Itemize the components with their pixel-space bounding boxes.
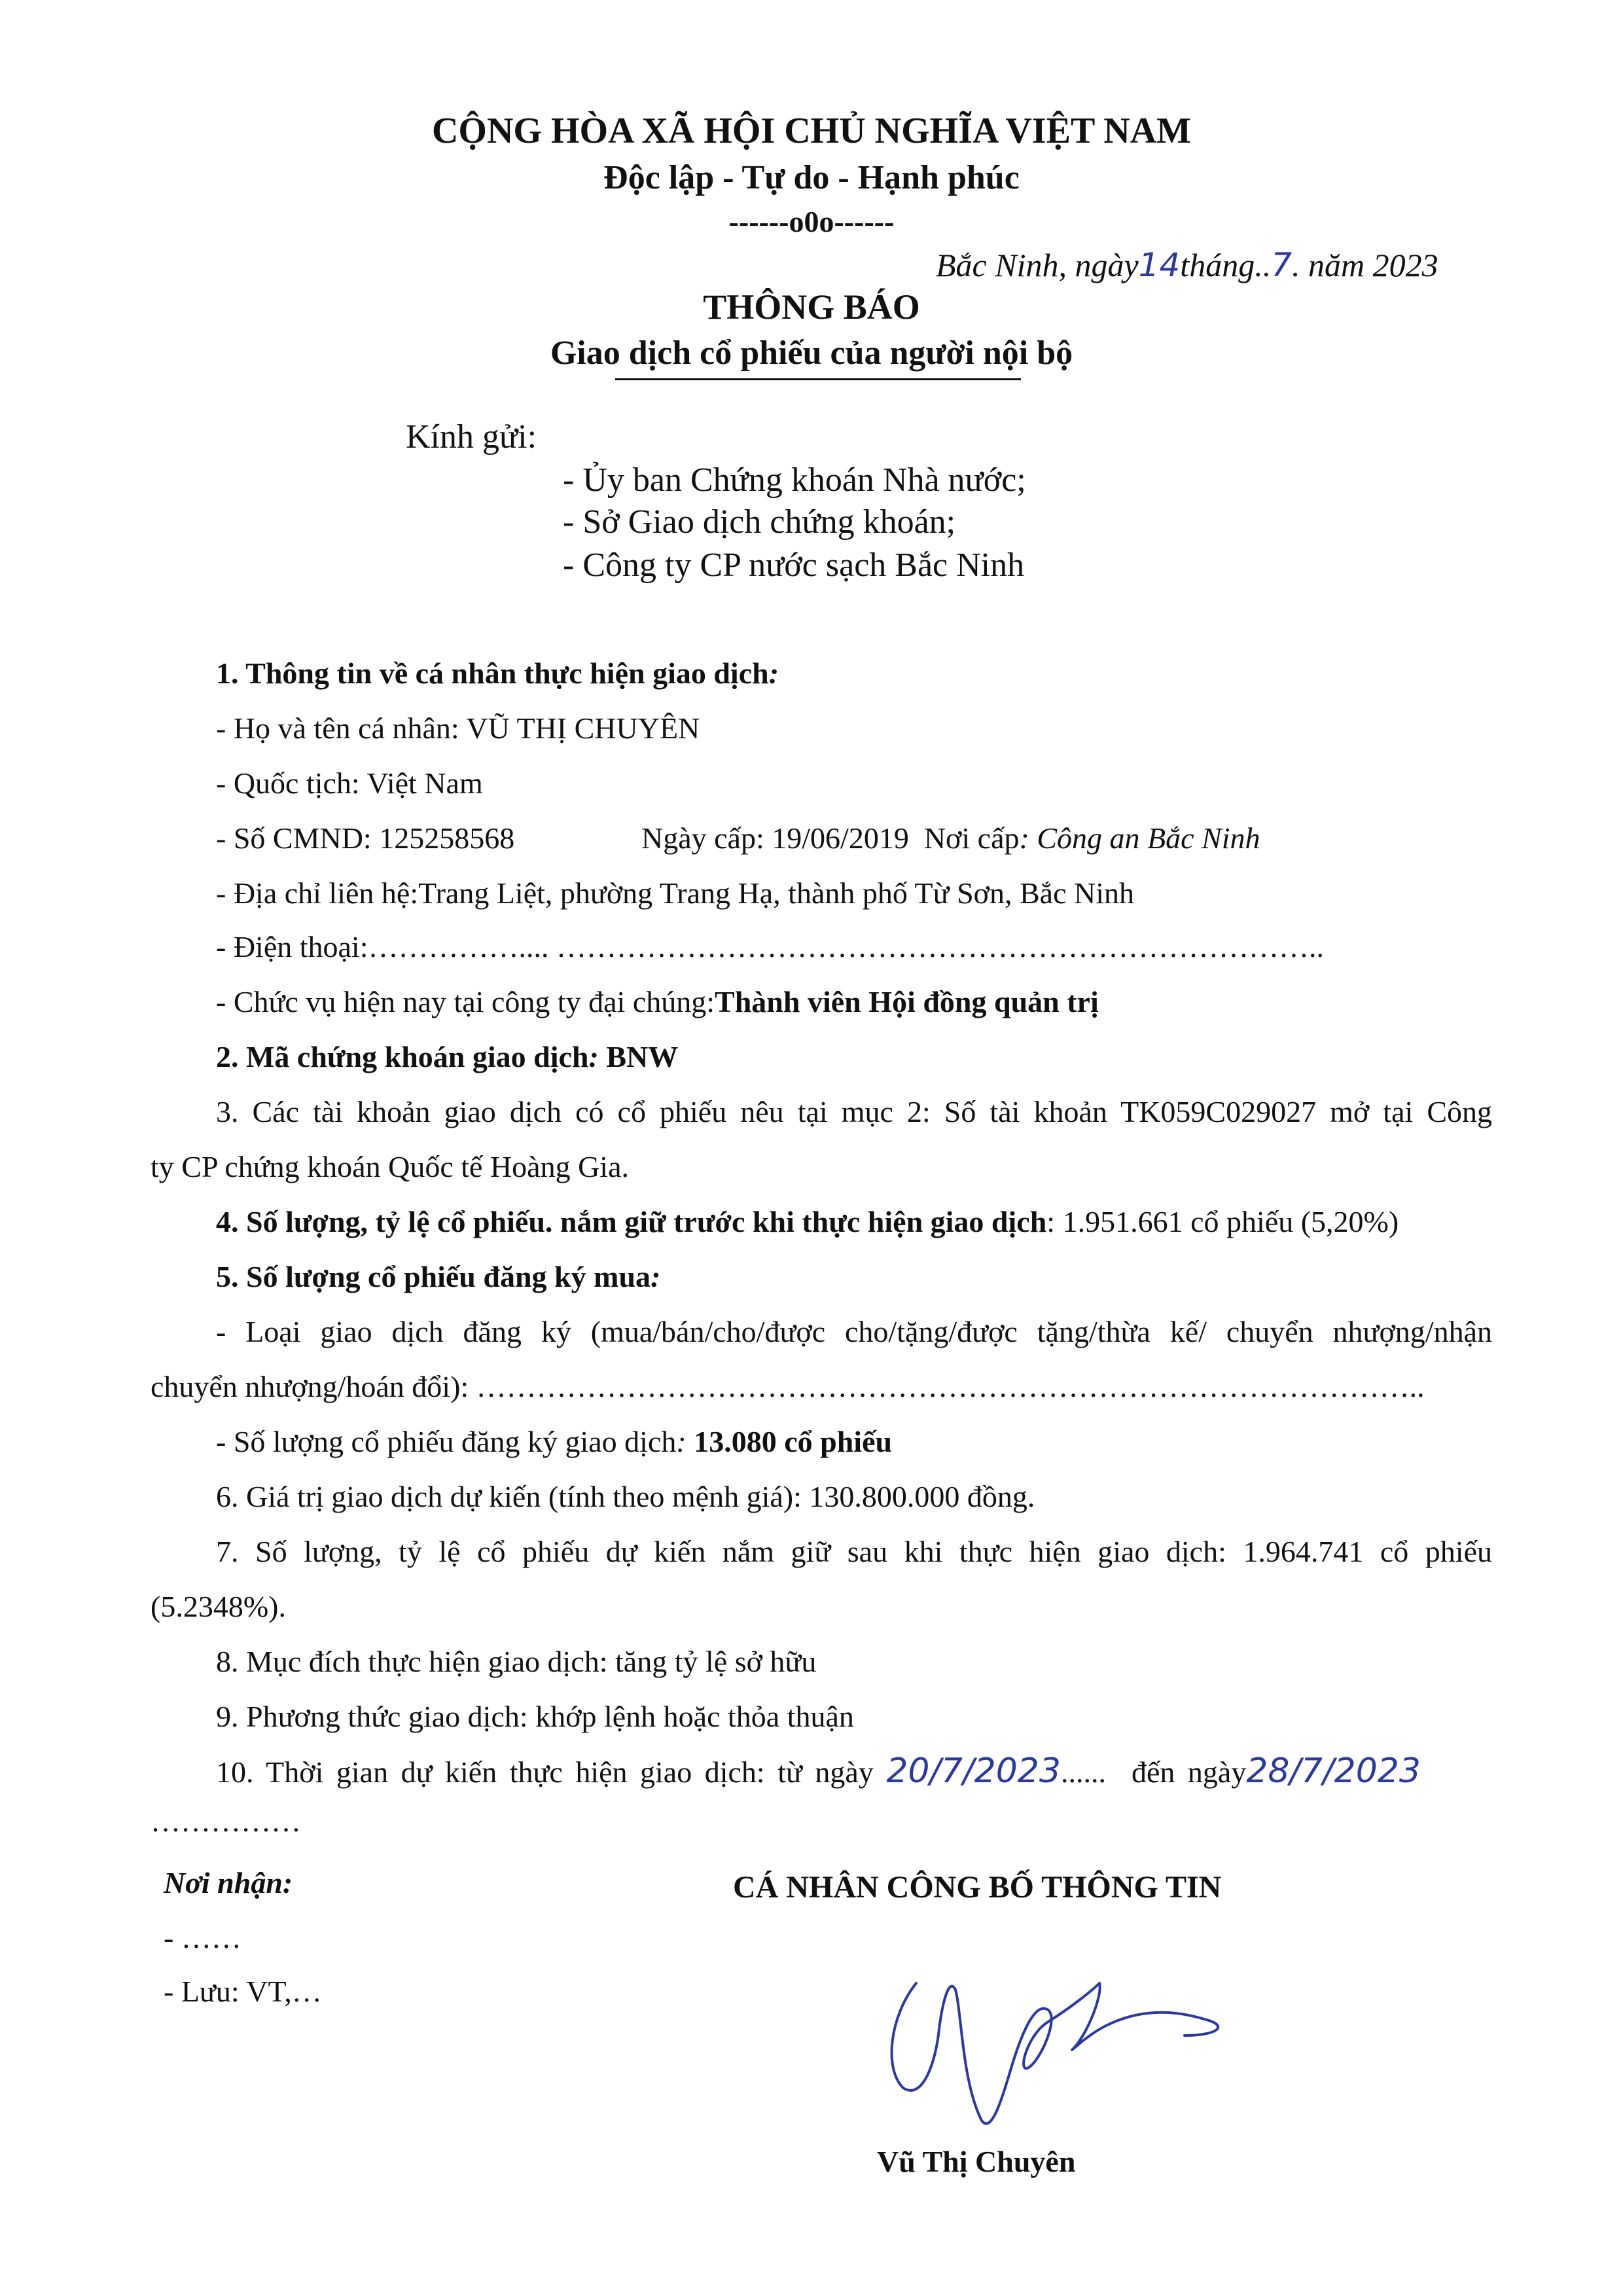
nationality-label: - Quốc tịch: [216, 766, 360, 800]
section-10-text: 10. Thời gian dự kiến thực hiện giao dịch: từ ngày [216, 1755, 874, 1789]
phone-label: - Điện thoại: [216, 930, 368, 963]
section-4-value: : 1.951.661 cổ phiếu (5,20%) [1046, 1205, 1399, 1238]
registered-quantity-row: - Số lượng cổ phiếu đăng ký giao dịch: 13.080 cổ phiếu [216, 1425, 893, 1458]
section-6: 6. Giá trị giao dịch dự kiến (tính theo mệnh giá): 130.800.000 đồng. [216, 1480, 1035, 1513]
document-subtitle: Giao dịch cổ phiếu của người nội bộ [550, 334, 1073, 372]
issue-date-label: Ngày cấp: [641, 821, 764, 855]
id-value: 125258568 [379, 821, 515, 855]
section-10: 10. Thời gian dự kiến thực hiện giao dịch: từ ngày 20/7/2023...... đến ngày28/7/2023 [216, 1751, 1421, 1791]
section-4 [216, 1204, 1399, 1239]
nationality-row [216, 766, 483, 800]
section-7-line-1: 7. Số lượng, tỷ lệ cổ phiếu dự kiến nắm giữ sau khi thực hiện giao dịch: 1.964.741 cổ phiếu [216, 1535, 1492, 1568]
name-row [216, 711, 700, 745]
issue-date-value: 19/06/2019 [772, 821, 909, 855]
recipient-item: - Sở Giao dịch chứng khoán; [563, 503, 956, 541]
issue-place-value: : Công an Bắc Ninh [1019, 821, 1260, 855]
name-label: - Họ và tên cá nhân: [216, 711, 459, 745]
nationality-value: Việt Nam [366, 766, 483, 800]
id-label: - Số CMND: [216, 821, 372, 855]
section-10-to: đến ngày [1131, 1755, 1247, 1789]
signature [877, 1937, 1283, 2147]
issue-info [641, 821, 1260, 855]
from-date-handwritten: 20/7/2023 [886, 1751, 1061, 1791]
recipients-label: Kính gửi: [406, 418, 537, 456]
recipients-footer-item: - Lưu: VT,… [164, 1975, 322, 2008]
position-value: Thành viên Hội đồng quản trị [715, 985, 1099, 1018]
issue-place-label: Nơi cấp [923, 821, 1020, 855]
section-8: 8. Mục đích thực hiện giao dịch: tăng tỷ lệ sở hữu [216, 1645, 817, 1678]
date-place: Bắc Ninh, ngày [936, 247, 1139, 283]
date-month-handwritten: 7 [1271, 246, 1293, 284]
ticker-value: BNW [606, 1040, 679, 1073]
section-2: 2. Mã chứng khoán giao dịch: BNW [216, 1040, 679, 1073]
nation-heading: CỘNG HÒA XÃ HỘI CHỦ NGHĨA VIỆT NAM [431, 111, 1192, 151]
registered-quantity-value: 13.080 cổ phiếu [694, 1425, 893, 1458]
date-month-label: tháng [1180, 247, 1255, 283]
transaction-type-line-2: chuyển nhượng/hoán đổi): ………………………………………………………………………………….. [151, 1370, 1425, 1403]
section-1-heading: 1. Thông tin về cá nhân thực hiện giao dịch: [216, 656, 779, 690]
id-row [216, 821, 514, 855]
recipient-item: - Công ty CP nước sạch Bắc Ninh [563, 547, 1025, 584]
date-line: Bắc Ninh, ngày14tháng..7. năm 2023 [936, 246, 1438, 284]
position-label: - Chức vụ hiện nay tại công ty đại chúng: [216, 985, 715, 1018]
ornament: ------o0o------ [728, 205, 895, 238]
date-year: năm 2023 [1308, 247, 1438, 283]
position-row [216, 984, 1099, 1019]
address-value: Trang Liệt, phường Trang Hạ, thành phố Từ Sơn, Bắc Ninh [418, 876, 1135, 910]
date-day-handwritten: 14 [1138, 246, 1181, 284]
name-value: VŨ THỊ CHUYÊN [466, 711, 700, 745]
motto: Độc lập - Tự do - Hạnh phúc [603, 159, 1020, 196]
document-title: THÔNG BÁO [703, 287, 920, 327]
section-4-label: 4. Số lượng, tỷ lệ cổ phiếu. nắm giữ trước khi thực hiện giao dịch [216, 1205, 1047, 1238]
section-7-line-2: (5.2348%). [151, 1590, 286, 1623]
registered-quantity-label: - Số lượng cổ phiếu đăng ký giao dịch [216, 1425, 677, 1458]
signer-name: Vũ Thị Chuyên [877, 2145, 1076, 2178]
phone-row [216, 929, 1324, 964]
section-10-tail-dots: …………… [151, 1804, 301, 1838]
recipients-footer-label: Nơi nhận: [164, 1866, 293, 1899]
signer-title: CÁ NHÂN CÔNG BỐ THÔNG TIN [733, 1870, 1222, 1905]
section-9: 9. Phương thức giao dịch: khớp lệnh hoặc thỏa thuận [216, 1700, 854, 1733]
to-date-handwritten: 28/7/2023 [1246, 1751, 1421, 1791]
recipient-item: - Ủy ban Chứng khoán Nhà nước; [563, 461, 1026, 499]
phone-dots: …………….... ………………………………………………………………….. [368, 930, 1324, 963]
address-row [216, 876, 1134, 910]
subtitle-underline [615, 378, 1021, 380]
transaction-type-line-1: - Loại giao dịch đăng ký (mua/bán/cho/được cho/tặng/được tặng/thừa kế/ chuyển nhượng/nhận [216, 1315, 1492, 1348]
section-3-line-1: 3. Các tài khoản giao dịch có cổ phiếu nêu tại mục 2: Số tài khoản TK059C029027 mở tại Công [216, 1095, 1492, 1128]
address-label: - Địa chỉ liên hệ: [216, 876, 419, 910]
recipients-footer-item: - …… [164, 1921, 241, 1954]
section-3-line-2: ty CP chứng khoán Quốc tế Hoàng Gia. [151, 1150, 629, 1183]
section-5-heading: 5. Số lượng cổ phiếu đăng ký mua: [216, 1260, 661, 1293]
